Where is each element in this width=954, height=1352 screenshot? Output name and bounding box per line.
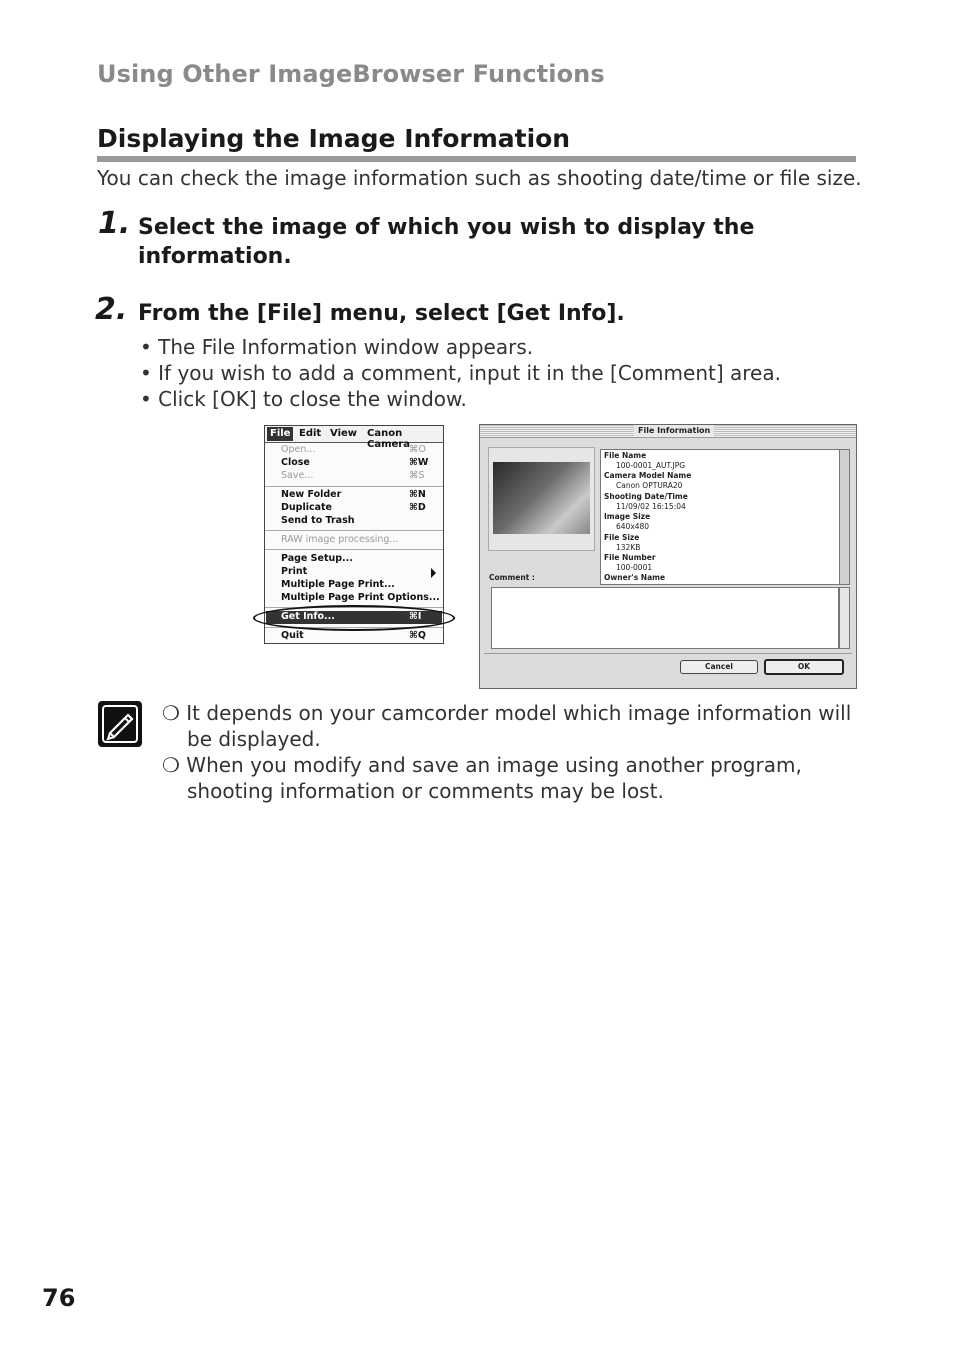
note-1-line-1: ❍ It depends on your camcorder model which image information will xyxy=(162,701,852,725)
step-1-line-2: information. xyxy=(138,244,292,269)
menu-item-quit[interactable]: Quit xyxy=(281,630,304,641)
info-value: 640x480 xyxy=(616,522,650,531)
shortcut-quit: ⌘Q xyxy=(409,630,426,641)
menu-separator xyxy=(265,486,443,487)
info-value: 100-0001 xyxy=(616,563,653,572)
menu-item-page-setup[interactable]: Page Setup... xyxy=(281,553,353,564)
comment-scrollbar[interactable] xyxy=(839,587,850,649)
note-pencil-icon xyxy=(98,701,142,747)
menu-item-raw-processing[interactable]: RAW image processing... xyxy=(281,534,399,545)
cancel-button[interactable]: Cancel xyxy=(680,660,758,674)
ok-button[interactable]: OK xyxy=(764,659,844,675)
bullet-1: • The File Information window appears. xyxy=(140,335,534,359)
menu-edit[interactable]: Edit xyxy=(299,428,322,439)
parrot-thumbnail-image xyxy=(493,462,590,534)
note-2-line-1: ❍ When you modify and save an image using another program, xyxy=(162,753,802,777)
info-label: Owner's Name xyxy=(604,573,666,582)
menu-separator xyxy=(265,549,443,550)
bullet-3: • Click [OK] to close the window. xyxy=(140,387,467,411)
step-1-number: 1. xyxy=(98,206,131,241)
note-1-line-2: be displayed. xyxy=(187,727,321,751)
menu-item-multiple-page-print-options[interactable]: Multiple Page Print Options... xyxy=(281,592,440,603)
menu-file[interactable]: File xyxy=(267,427,293,441)
intro-text: You can check the image information such as shooting date/time or file size. xyxy=(97,166,862,190)
info-value: 11/09/02 16:15:04 xyxy=(616,502,686,511)
get-info-highlight-oval xyxy=(253,605,455,631)
info-scrollbar[interactable] xyxy=(839,449,850,585)
info-value: 132KB xyxy=(616,543,641,552)
info-label: File Size xyxy=(604,533,640,542)
step-1-line-1: Select the image of which you wish to display the xyxy=(138,215,755,240)
bullet-2: • If you wish to add a comment, input it in the [Comment] area. xyxy=(140,361,781,385)
note-2-line-2: shooting information or comments may be lost. xyxy=(187,779,664,803)
menu-item-duplicate[interactable]: Duplicate xyxy=(281,502,332,513)
comment-textarea[interactable] xyxy=(491,587,839,649)
menu-item-multiple-page-print[interactable]: Multiple Page Print... xyxy=(281,579,395,590)
window-title: File Information xyxy=(634,425,714,436)
info-value: 100-0001_AUT.JPG xyxy=(616,461,686,470)
comment-label: Comment : xyxy=(489,573,535,582)
menu-separator xyxy=(265,530,443,531)
info-label: File Name xyxy=(604,451,647,460)
shortcut-duplicate: ⌘D xyxy=(409,502,426,513)
menu-item-send-to-trash[interactable]: Send to Trash xyxy=(281,515,355,526)
menu-item-close[interactable]: Close xyxy=(281,457,310,468)
menu-item-print[interactable]: Print xyxy=(281,566,308,577)
info-label: File Number xyxy=(604,553,656,562)
page-number: 76 xyxy=(42,1284,76,1312)
info-label: Image Size xyxy=(604,512,651,521)
info-label: Camera Model Name xyxy=(604,471,692,480)
info-label: Shooting Date/Time xyxy=(604,492,688,501)
window-titlebar[interactable] xyxy=(480,425,856,438)
menu-item-open[interactable]: Open... xyxy=(281,444,316,455)
shortcut-close: ⌘W xyxy=(409,457,429,468)
shortcut-save: ⌘S xyxy=(409,470,425,481)
info-value: Canon OPTURA20 xyxy=(616,481,683,490)
file-information-window xyxy=(479,424,857,689)
title-rule xyxy=(97,156,856,162)
step-2-number: 2. xyxy=(95,292,128,327)
page-title: Displaying the Image Information xyxy=(97,124,571,153)
menu-item-save[interactable]: Save... xyxy=(281,470,314,481)
menu-item-get-info-label: Get Info... xyxy=(281,611,335,622)
shortcut-new-folder: ⌘N xyxy=(409,489,426,500)
menu-canon-camera[interactable]: Canon Camera xyxy=(367,428,410,450)
window-divider xyxy=(484,653,852,654)
menu-view[interactable]: View xyxy=(330,428,358,439)
info-list[interactable] xyxy=(600,449,840,585)
thumbnail-frame xyxy=(488,447,595,551)
shortcut-open: ⌘O xyxy=(409,444,426,455)
step-2-line-1: From the [File] menu, select [Get Info]. xyxy=(138,301,625,326)
submenu-arrow-icon xyxy=(431,568,436,578)
shortcut-get-info: ⌘I xyxy=(409,611,422,622)
menu-item-new-folder[interactable]: New Folder xyxy=(281,489,342,500)
section-header: Using Other ImageBrowser Functions xyxy=(97,60,605,88)
